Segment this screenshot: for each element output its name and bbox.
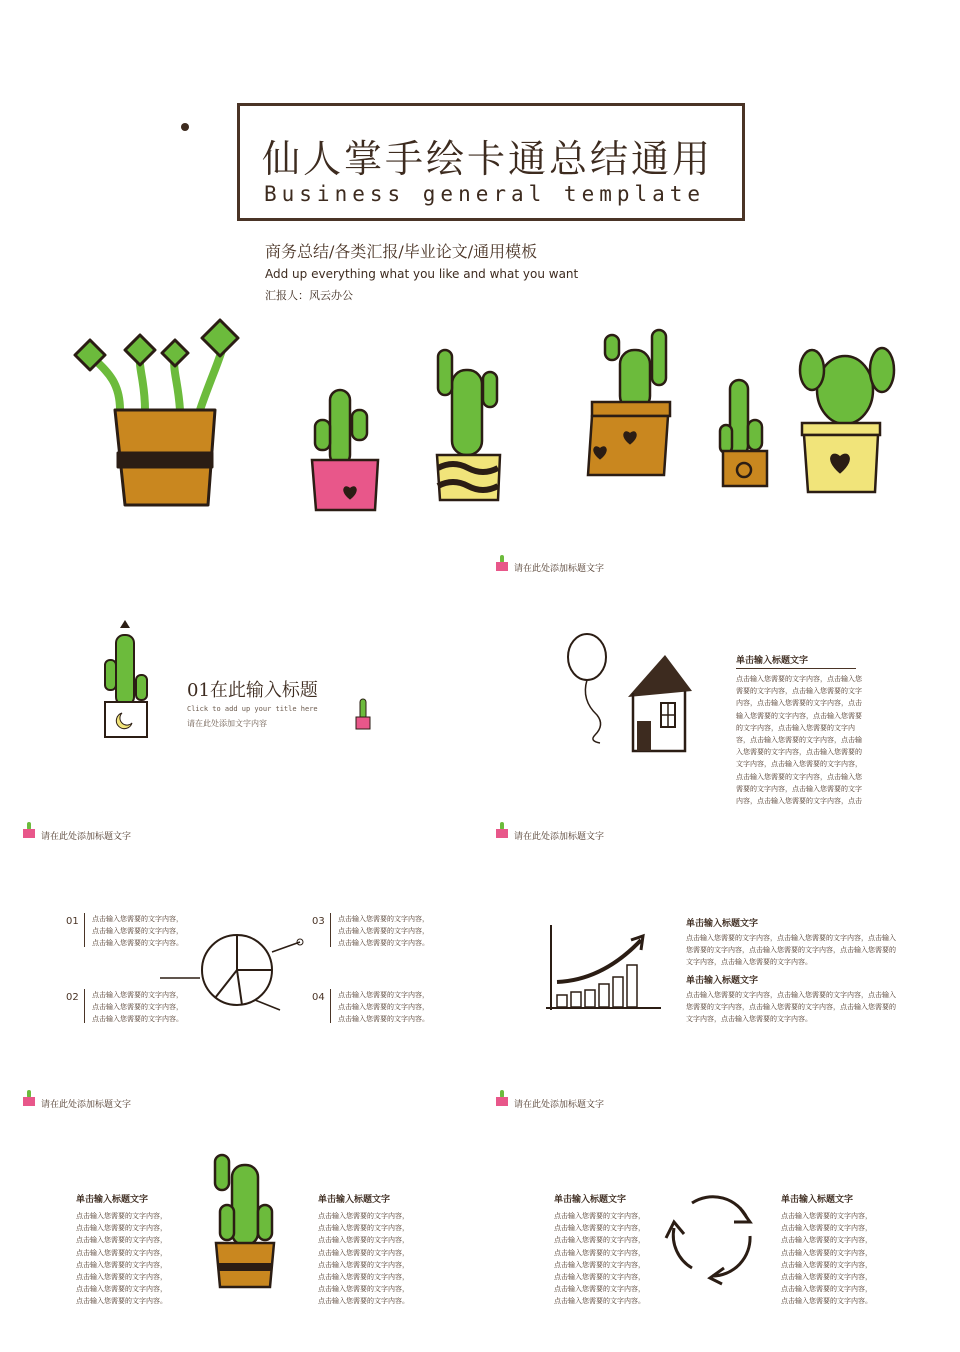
body-line: 点击输入您需要的文字内容， (318, 1224, 409, 1233)
body-line: 点击输入您需要的文字内容， (554, 1248, 645, 1257)
slide2-english: Click to add up your title here (187, 705, 318, 713)
body-line: 点击输入您需要的文字内容， (76, 1236, 167, 1245)
cover-tagline: 商务总结/各类汇报/毕业论文/通用模板 (265, 242, 538, 261)
slide5-text (686, 932, 896, 969)
body-line: 点击输入您需要的文字内容，点击输入您需要的文字内容，点击输入 (686, 934, 896, 942)
cactus-pot-square-icon (588, 330, 670, 475)
body-line: 点击输入您需要的文字内容， (76, 1248, 167, 1257)
sketch-growth-chart-icon (543, 920, 663, 1015)
slide7-right-text (781, 1210, 872, 1308)
slide6-left-text (76, 1210, 167, 1308)
footer-label: 请在此处添加标题文字 (514, 564, 605, 574)
cover-english-line: Add up everything what you like and what you want (265, 267, 579, 281)
cactus-pot-large-icon (75, 320, 238, 505)
cover-subtitle: Business general template (264, 182, 706, 206)
slide6-left-heading: 单击输入标题文字 (76, 1195, 149, 1205)
footer-mini-pot-icon (22, 1090, 36, 1106)
slide5-heading: 单击输入标题文字 (686, 919, 759, 929)
item-divider (84, 913, 85, 947)
cactus-illustration-row (60, 310, 900, 520)
body-line: 需要的文字内容，点击输入您需要的文字 (736, 784, 862, 793)
body-line: 点击输入您需要的文字内容， (318, 1212, 409, 1220)
body-line: 点击输入您需要的文字内容。 (318, 1297, 409, 1306)
item-divider (330, 913, 331, 947)
footer-label: 请在此处添加标题文字 (41, 832, 132, 842)
item-number: 02 (66, 992, 79, 1003)
item-line: 点击输入您需要的文字内容， (92, 991, 183, 999)
item-line: 点击输入您需要的文字内容。 (338, 1015, 429, 1024)
footer-label: 请在此处添加标题文字 (41, 1100, 132, 1110)
body-line: 点击输入您需要的文字内容。 (554, 1297, 645, 1306)
item-line: 点击输入您需要的文字内容， (338, 927, 429, 936)
item-line: 点击输入您需要的文字内容， (92, 927, 183, 936)
cactus-pot-yellow-icon (800, 348, 894, 492)
body-line: 内容，点击输入您需要的文字内容，点击 (736, 797, 862, 806)
slide7-left-text (554, 1210, 645, 1308)
item-line: 点击输入您需要的文字内容， (338, 915, 429, 923)
body-line: 点击输入您需要的文字内容，点击输入您需要的文字内容，点击输入 (686, 991, 896, 999)
body-line: 点击输入您需要的文字内容， (554, 1224, 645, 1233)
cover-title: 仙人掌手绘卡通总结通用 (262, 137, 714, 181)
body-line: 点击输入您需要的文字内容， (318, 1285, 409, 1294)
body-line: 点击输入您需要的文字内容， (76, 1224, 167, 1233)
body-line: 需要的文字内容，点击输入您需要的文字 (736, 687, 862, 696)
body-line: 点击输入您需要的文字内容， (781, 1260, 872, 1269)
body-line: 点击输入您需要的文字内容， (554, 1212, 645, 1220)
body-line: 点击输入您需要的文字内容， (76, 1273, 167, 1282)
slide2-caption: 请在此处添加文字内容 (187, 719, 267, 728)
item-text (338, 913, 429, 950)
body-line: 入您需要的文字内容，点击输入您需要的 (736, 748, 862, 757)
body-line: 点击输入您需要的文字内容， (318, 1260, 409, 1269)
slide3-body (736, 673, 866, 807)
body-line: 的文字内容，点击输入您需要的文字内 (736, 723, 855, 732)
body-line: 输入您需要的文字内容，点击输入您需要 (736, 711, 862, 720)
body-line: 点击输入您需要的文字内容， (781, 1273, 872, 1282)
body-line: 点击输入您需要的文字内容， (554, 1260, 645, 1269)
footer-mini-pot-icon (495, 822, 509, 838)
body-line: 文字内容，点击输入您需要的文字内容。 (686, 1015, 812, 1024)
recycle-arrows-icon (662, 1188, 762, 1283)
body-line: 点击输入您需要的文字内容， (781, 1285, 872, 1294)
item-line: 点击输入您需要的文字内容， (338, 991, 429, 999)
footer-label: 请在此处添加标题文字 (514, 832, 605, 842)
cover-reporter: 汇报人：风云办公 (265, 289, 353, 302)
cactus-moon-pot-icon (100, 620, 150, 740)
body-line: 内容，点击输入您需要的文字内容，点击 (736, 699, 862, 708)
body-line: 点击输入您需要的文字内容， (76, 1212, 167, 1220)
item-text (338, 989, 429, 1026)
slide5-text (686, 989, 896, 1026)
slide5-heading: 单击输入标题文字 (686, 976, 759, 986)
body-line: 点击输入您需要的文字内容。 (781, 1297, 872, 1306)
item-line: 点击输入您需要的文字内容， (338, 1003, 429, 1012)
body-line: 点击输入您需要的文字内容，点击输入您 (736, 772, 862, 781)
item-divider (84, 989, 85, 1023)
body-line: 点击输入您需要的文字内容， (76, 1285, 167, 1294)
item-number: 03 (312, 916, 325, 927)
item-number: 01 (66, 916, 79, 927)
body-line: 点击输入您需要的文字内容， (76, 1260, 167, 1269)
item-line: 点击输入您需要的文字内容， (92, 915, 183, 923)
cactus-ochre-pot-icon (210, 1155, 280, 1290)
mini-cactus-pink-icon (355, 697, 371, 731)
slide6-right-text (318, 1210, 409, 1308)
cactus-pot-striped-icon (437, 350, 500, 500)
sketch-pie-icon (160, 920, 310, 1020)
slide7-right-heading: 单击输入标题文字 (781, 1195, 854, 1205)
body-line: 点击输入您需要的文字内容， (554, 1236, 645, 1245)
item-line: 点击输入您需要的文字内容。 (338, 939, 429, 948)
body-line: 容，点击输入您需要的文字内容，点击输 (736, 736, 862, 745)
slide2-heading: 01在此输入标题 (187, 680, 318, 701)
item-line: 点击输入您需要的文字内容。 (92, 939, 183, 948)
footer-mini-pot-icon (495, 555, 509, 571)
item-line: 点击输入您需要的文字内容。 (92, 1015, 183, 1024)
body-line: 点击输入您需要的文字内容， (781, 1248, 872, 1257)
body-line: 点击输入您需要的文字内容， (781, 1212, 872, 1220)
body-line: 文字内容，点击输入您需要的文字内容。 (686, 958, 812, 967)
body-line: 点击输入您需要的文字内容， (318, 1236, 409, 1245)
item-divider (330, 989, 331, 1023)
body-line: 点击输入您需要的文字内容， (318, 1273, 409, 1282)
body-line: 点击输入您需要的文字内容， (781, 1236, 872, 1245)
item-number: 04 (312, 992, 325, 1003)
body-line: 点击输入您需要的文字内容， (554, 1273, 645, 1282)
slide6-right-heading: 单击输入标题文字 (318, 1195, 391, 1205)
item-line: 点击输入您需要的文字内容， (92, 1003, 183, 1012)
footer-mini-pot-icon (22, 822, 36, 838)
slide3-heading-rule (736, 668, 856, 669)
body-line: 点击输入您需要的文字内容， (554, 1285, 645, 1294)
body-line: 点击输入您需要的文字内容， (781, 1224, 872, 1233)
cactus-pot-cat-icon (720, 380, 767, 486)
footer-mini-pot-icon (495, 1090, 509, 1106)
cover-bullet-dot (181, 123, 189, 131)
body-line: 文字内容，点击输入您需要的文字内容， (736, 760, 862, 769)
body-line: 点击输入您需要的文字内容，点击输入您 (736, 675, 862, 683)
body-line: 您需要的文字内容，点击输入您需要的文字内容，点击输入您需要的 (686, 946, 896, 955)
balloon-house-icon (565, 633, 695, 758)
footer-label: 请在此处添加标题文字 (514, 1100, 605, 1110)
body-line: 点击输入您需要的文字内容， (318, 1248, 409, 1257)
slide7-left-heading: 单击输入标题文字 (554, 1195, 627, 1205)
body-line: 点击输入您需要的文字内容。 (76, 1297, 167, 1306)
cactus-pot-pink-icon (312, 390, 378, 510)
slide3-heading: 单击输入标题文字 (736, 656, 809, 666)
body-line: 您需要的文字内容，点击输入您需要的文字内容，点击输入您需要的 (686, 1003, 896, 1012)
